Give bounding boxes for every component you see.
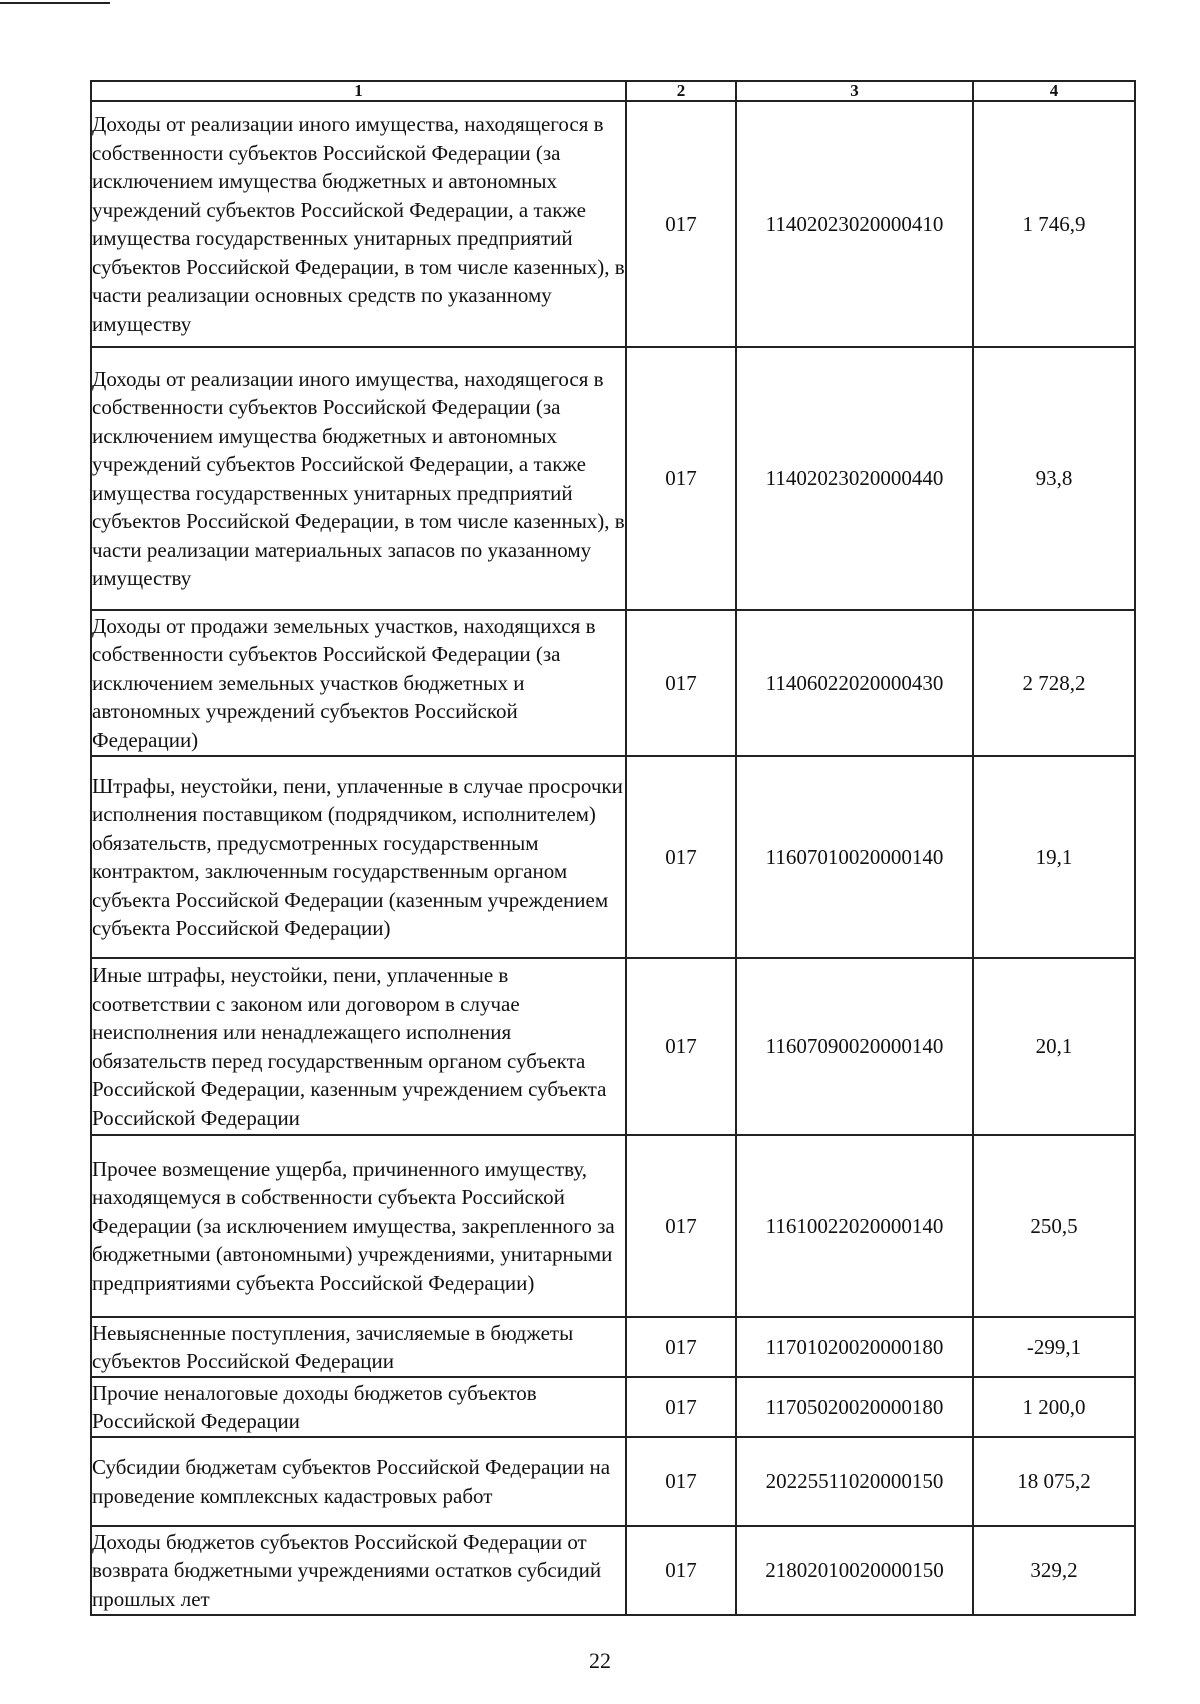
table-row <box>91 610 1135 756</box>
budget-classification-code: 11610022020000140 <box>736 1135 973 1317</box>
admin-code: 017 <box>626 1437 736 1526</box>
table-header-row <box>91 81 1135 101</box>
revenue-table <box>90 80 1136 1616</box>
row-description: Прочее возмещение ущерба, причиненного имуществу, находящемуся в собственности субъекта Российской Федерации (за исключением имущества, закрепленного за бюджетными (автономными) учреждениями, унитарными предприятиями субъекта Российской Федерации) <box>91 1135 626 1317</box>
admin-code: 017 <box>626 1526 736 1615</box>
budget-classification-code: 11607090020000140 <box>736 958 973 1135</box>
table-row <box>91 1135 1135 1317</box>
admin-code: 017 <box>626 101 736 347</box>
amount: 250,5 <box>973 1135 1135 1317</box>
row-description: Доходы от реализации иного имущества, находящегося в собственности субъектов Российской Федерации (за исключением имущества бюджетных и автономных учреждений субъектов Российской Федерации, а также имущества государственных унитарных предприятий субъектов Российской Федерации, в том числе казенных), в части реализации материальных запасов по указанному имуществу <box>91 347 626 610</box>
page-number: 22 <box>589 1648 611 1673</box>
amount: 20,1 <box>973 958 1135 1135</box>
amount: 329,2 <box>973 1526 1135 1615</box>
admin-code: 017 <box>626 347 736 610</box>
row-description: Штрафы, неустойки, пени, уплаченные в случае просрочки исполнения поставщиком (подрядчиком, исполнителем) обязательств, предусмотренных государственным контрактом, заключенным государственным органом субъекта Российской Федерации (казенным учреждением субъекта Российской Федерации) <box>91 756 626 958</box>
table-row <box>91 1377 1135 1437</box>
column-header-4: 4 <box>973 81 1135 101</box>
row-description: Доходы от реализации иного имущества, находящегося в собственности субъектов Российской Федерации (за исключением имущества бюджетных и автономных учреждений субъектов Российской Федерации, а также имущества государственных унитарных предприятий субъектов Российской Федерации, в том числе казенных), в части реализации основных средств по указанному имуществу <box>91 101 626 347</box>
page-edge-line <box>0 2 110 4</box>
table-row <box>91 1526 1135 1615</box>
budget-classification-code: 11607010020000140 <box>736 756 973 958</box>
admin-code: 017 <box>626 1135 736 1317</box>
budget-classification-code: 11402023020000410 <box>736 101 973 347</box>
budget-classification-code: 20225511020000150 <box>736 1437 973 1526</box>
row-description: Иные штрафы, неустойки, пени, уплаченные в соответствии с законом или договором в случае неисполнения или ненадлежащего исполнения обязательств перед государственным органом субъекта Российской Федерации, казенным учреждением субъекта Российской Федерации <box>91 958 626 1135</box>
amount: 93,8 <box>973 347 1135 610</box>
table-row <box>91 347 1135 610</box>
amount: 1 200,0 <box>973 1377 1135 1437</box>
row-description: Невыясненные поступления, зачисляемые в бюджеты субъектов Российской Федерации <box>91 1317 626 1377</box>
table-row <box>91 1437 1135 1526</box>
table-row <box>91 756 1135 958</box>
column-header-3: 3 <box>736 81 973 101</box>
amount: 1 746,9 <box>973 101 1135 347</box>
admin-code: 017 <box>626 756 736 958</box>
budget-classification-code: 11705020020000180 <box>736 1377 973 1437</box>
amount: 19,1 <box>973 756 1135 958</box>
budget-classification-code: 11406022020000430 <box>736 610 973 756</box>
amount: -299,1 <box>973 1317 1135 1377</box>
admin-code: 017 <box>626 1377 736 1437</box>
table-row <box>91 958 1135 1135</box>
column-header-2: 2 <box>626 81 736 101</box>
row-description: Прочие неналоговые доходы бюджетов субъектов Российской Федерации <box>91 1377 626 1437</box>
row-description: Доходы от продажи земельных участков, находящихся в собственности субъектов Российской Федерации (за исключением земельных участков бюджетных и автономных учреждений субъектов Российской Федерации) <box>91 610 626 756</box>
column-header-1: 1 <box>91 81 626 101</box>
budget-classification-code: 21802010020000150 <box>736 1526 973 1615</box>
row-description: Субсидии бюджетам субъектов Российской Федерации на проведение комплексных кадастровых работ <box>91 1437 626 1526</box>
admin-code: 017 <box>626 1317 736 1377</box>
amount: 2 728,2 <box>973 610 1135 756</box>
amount: 18 075,2 <box>973 1437 1135 1526</box>
table-row <box>91 1317 1135 1377</box>
budget-classification-code: 11701020020000180 <box>736 1317 973 1377</box>
budget-classification-code: 11402023020000440 <box>736 347 973 610</box>
table-row <box>91 101 1135 347</box>
admin-code: 017 <box>626 958 736 1135</box>
admin-code: 017 <box>626 610 736 756</box>
row-description: Доходы бюджетов субъектов Российской Федерации от возврата бюджетными учреждениями остатков субсидий прошлых лет <box>91 1526 626 1615</box>
